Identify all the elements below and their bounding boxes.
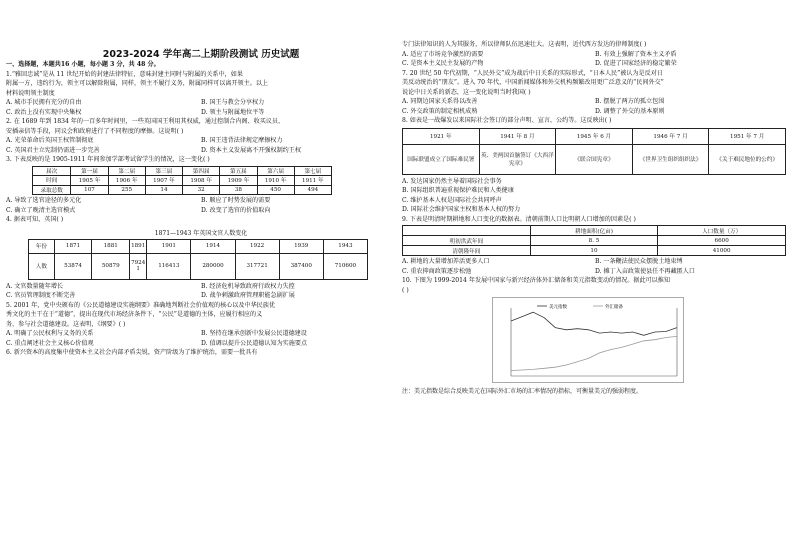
table-cell: 1881: [92, 239, 130, 253]
q5-stem-line: 秀文化的主干在于“道德”，提出在现代市场经济条件下，“公民”是道德的主体，应履行相应的义: [6, 311, 263, 318]
question-7: [402, 69, 788, 117]
q2-stem-line: 2. 在 1689 年到 1834 年的一百多年时间里，一些英国国王利用其权威，通过控制合内阁、收买议员、: [6, 118, 285, 125]
table-cell: 116413: [147, 253, 191, 279]
table-cell: 第二届: [108, 166, 145, 176]
q5-option-c: C. 重点阐述社会主义核心价值观: [6, 339, 94, 347]
table-cell: 《关于难民地位的公约》: [709, 144, 786, 174]
q7-option-d: D. 调整了外交的基本原则: [595, 107, 665, 115]
q8-option-c: C. 维护基本人权是国际社会共同呼声: [402, 196, 502, 204]
q6-stem-line: 6. 新兴资本的高度集中使资本主义社会内部矛盾尖锐，资产阶级为了维护统治，需要一批具有: [6, 349, 258, 356]
q4-stem-line: 4. 据表可知，英国( ): [6, 216, 64, 223]
q1-option-c: C. 政治上没有实现中央集权: [6, 108, 82, 116]
q7-option-b: B. 摆脱了两方的孤立包围: [595, 98, 665, 105]
table-cell: 1891: [130, 239, 147, 253]
q4-option-a: A. 文官数量随年增长: [6, 282, 64, 290]
q8-option-d: D. 国际社会维护国家主权和基本人权的努力: [402, 206, 521, 213]
table-cell: 107: [71, 185, 108, 195]
q1-option-d: D. 领主与附属地位平等: [201, 108, 265, 116]
table-cell: 10: [530, 246, 658, 256]
q1-stem-line: 1.“雅回忠诚”是从 11 世纪开始的封建法律特征，意味封建主同时与附属的关系中，如果: [6, 70, 243, 78]
question-4: [6, 215, 396, 301]
table-cell: 人数: [29, 253, 55, 279]
table-cell: 明初洪武年间: [403, 236, 531, 246]
table-cell: 《联合国宪章》: [556, 144, 633, 174]
q8-option-a: A. 发达国家仍然主导着国际社会事务: [402, 177, 502, 185]
left-column: [6, 0, 396, 560]
q2-option-d: D. 资本主义发展离不开强权制约王权: [201, 146, 301, 154]
table-cell: 50879: [92, 253, 130, 279]
table-cell: 人口数量（万）: [658, 226, 786, 236]
table-cell: 1871: [54, 239, 92, 253]
q7-stem-line: 说论中日关系的新态，这一变化说明当时我国( ): [402, 88, 531, 96]
question-6: [6, 348, 396, 358]
q9-table: [402, 225, 786, 256]
q3-option-b: B. 顺应了时势发展的需要: [201, 197, 271, 204]
q3-option-d: D. 改变了选官的价值取向: [201, 206, 271, 214]
table-cell: 38: [220, 185, 257, 195]
table-cell: 1908 年: [183, 176, 220, 186]
q3-option-a: A. 导致了选官途径的多元化: [6, 197, 82, 204]
table-cell: 年份: [29, 239, 55, 253]
q10-stem-line: ( ): [402, 286, 409, 294]
table-cell: 6600: [658, 236, 786, 246]
table-cell: 280000: [191, 253, 235, 279]
section-heading: 一、选择题，本题共16 小题，每小题 3 分，共 48 分。: [6, 61, 160, 68]
table-cell: 710600: [323, 253, 367, 279]
q4-option-d: D. 战争刺激政府管理职能急剧扩展: [201, 292, 295, 299]
table-cell: 1901: [147, 239, 191, 253]
table-cell: 第三届: [145, 166, 182, 176]
table-cell: 1941 年 8 月: [479, 128, 556, 144]
series-line-1: [511, 312, 677, 335]
q9-option-a: A. 耕地的大量增加养活更多人口: [402, 258, 490, 265]
question-10: [402, 276, 788, 396]
question-8: [402, 116, 788, 215]
question-6-continued: [402, 40, 788, 69]
table-cell: 1943: [323, 239, 367, 253]
question-9: [402, 215, 788, 277]
legend-label-dollar-index: 美元指数: [549, 305, 567, 310]
q7-option-a: A. 同期边国家关系得以改善: [402, 98, 478, 105]
question-1: [6, 70, 396, 118]
table-cell: 1909 年: [220, 176, 257, 186]
q6-option-a: A. 适应了市场竞争激烈的需要: [402, 50, 484, 58]
q5-option-b: B. 坚持在继承创新中发展公民道德建设: [201, 330, 307, 337]
q1-option-a: A. 城市手民拥有充分的自由: [6, 99, 82, 106]
exchange-chart: [492, 297, 684, 383]
q9-option-b: B. 一条鞭法使民众摆脱土地束缚: [595, 258, 683, 265]
q6-stem-line: 专门法律知识的人为其服务，所以律师队伍迅速壮大。这表明，近代西方发达的律师制度( ): [402, 41, 647, 48]
page-title: 2023-2024 学年高二上期阶段测试 历史试题: [102, 49, 300, 60]
q6-option-d: D. 促进了国家经济的稳定繁荣: [595, 60, 677, 67]
table-cell: 《世界卫生组织组织法》: [632, 144, 709, 174]
table-cell: 第五届: [220, 166, 257, 176]
q3-option-c: C. 确立了晚清主选官模式: [6, 206, 76, 214]
table-cell: 1946 年 7 月: [632, 128, 709, 144]
q7-stem-line: 7. 20 世纪 50 年代初期，“人民外交”成为战后中日关系的实际形式，“日本人民”被认为是反对日: [402, 69, 663, 77]
table-cell: 耕地面积(亿亩): [530, 226, 658, 236]
q9-option-d: D. 摊丁入亩政策使县任不再藏匿人口: [595, 267, 695, 275]
table-cell: 录取总数: [33, 185, 71, 195]
q8-option-b: B. 国际组织普遍重视保护难民和人类健康: [402, 187, 514, 194]
q9-option-c: C. 重农抑商政策逐步松弛: [402, 267, 472, 275]
table-cell: 1911 年: [294, 176, 331, 186]
table-cell: 1910 年: [257, 176, 294, 186]
q2-option-b: B. 国王违背法律规定摩擦权力: [201, 137, 283, 144]
q2-stem-line: 安插亲信等手段，同议会和政府进行了不同程度的摩擦。这说明( ): [6, 127, 184, 135]
q5-stem-line: 5. 2001 年，党中央颁布的《公民道德建设实施纲要》准确地判断社会价值观的核心以及中华民族优: [6, 301, 275, 309]
q4-option-c: C. 官员管理制度不断完善: [6, 292, 76, 299]
table-cell: 32: [183, 185, 220, 195]
table-cell: 1905 年: [71, 176, 108, 186]
table-cell: 1921 年: [403, 128, 480, 144]
q5-option-d: D. 值调以提升公民道德认知为实施要点: [201, 339, 308, 347]
table-cell: 第四届: [183, 166, 220, 176]
q3-stem-line: 3. 下表反映的是 1905-1911 年间参加学部考试留学生的情况，这一变化( ): [6, 156, 210, 163]
q1-stem-line: 附属一方，违约行为，领主可以解除附属，同样，领主不履行义务，附属同样可以离开领主。以上: [6, 80, 269, 87]
table-cell: 1939: [279, 239, 323, 253]
q6-option-c: C. 是资本主义民主发展的产物: [402, 60, 484, 67]
q1-stem-line: 材料说明领主制度: [6, 89, 55, 97]
table-cell: 届次: [33, 166, 71, 176]
q5-stem-line: 务，参与社会道德建设。这表明，《纲要》( ): [6, 320, 126, 328]
table-cell: 41000: [658, 246, 786, 256]
question-5: [6, 301, 396, 349]
legend-label-reserves: 外汇储备: [605, 305, 623, 310]
table-cell: 国际联盟成立了国际难民署: [403, 144, 480, 174]
q9-stem-line: 9. 下表是明清时期耕地和人口变化的数据表。清朝前期人口比明朝人口增加的因素是( ): [402, 215, 636, 223]
table-cell: 1907 年: [145, 176, 182, 186]
table-cell: 时间: [33, 176, 71, 186]
q1-option-b: B. 国王与教会分享权力: [201, 99, 265, 106]
q4-option-b: B. 经济危机导致政府行政权力失控: [201, 282, 295, 290]
table-cell: 387400: [279, 253, 323, 279]
table-cell: 1906 年: [108, 176, 145, 186]
q2-option-c: C. 英国君主立宪制仍需进一步完善: [6, 146, 100, 154]
question-2: [6, 117, 396, 155]
right-column: [402, 0, 788, 560]
table-cell: 8. 5: [530, 236, 658, 246]
q10-stem-line: 10. 下图为 1999-2014 年发展中国家与新兴经济体外汇储备和美元指数变动的情况。据此可以推知: [402, 277, 670, 284]
table-cell: 1945 年 6 月: [556, 128, 633, 144]
table-cell: 450: [257, 185, 294, 195]
table-cell: 317721: [235, 253, 279, 279]
question-3: [6, 155, 396, 215]
q7-stem-line: 美反动统治的“朋友”。进入 70 年代，中国新闻媒体和外交机构频繁改用更广泛意义的“民间外交”: [402, 79, 664, 86]
table-cell: 第六届: [257, 166, 294, 176]
table-cell: 14: [145, 185, 182, 195]
table-cell: 第一届: [71, 166, 108, 176]
q4-table-title: 1871—1943 年英国文官人数变化: [154, 229, 248, 237]
line-chart: [493, 298, 683, 382]
q6-option-b: B. 有效上强解了资本主义矛盾: [595, 50, 677, 58]
q8-stem-line: 8. 如表是一战爆发以来国际社会签订的部分声明、宣言、公约等。这反映出( ): [402, 117, 612, 124]
table-cell: 1914: [191, 239, 235, 253]
table-cell: 第七届: [294, 166, 331, 176]
q4-table: [28, 239, 368, 280]
q10-note: 注：美元指数是综合反映美元在国际外汇市场的汇率情况的指标，可衡量美元的强弱程度。: [402, 388, 643, 395]
table-cell: 1922: [235, 239, 279, 253]
table-cell: 清朝隆年间: [403, 246, 531, 256]
table-cell: 255: [108, 185, 145, 195]
table-cell: 1951 年 7 月: [709, 128, 786, 144]
table-cell: 英、美两国首脑签订《大西洋宪章》: [479, 144, 556, 174]
q5-option-a: A. 明确了公民权利与义务的关系: [6, 330, 94, 337]
q7-option-c: C. 外交政策的制定相机成熟: [402, 107, 478, 115]
q8-table: [402, 128, 786, 175]
table-cell: 7924 1: [130, 253, 147, 279]
series-layer: [511, 312, 677, 370]
table-cell: 494: [294, 185, 331, 195]
table-cell: [403, 226, 531, 236]
q3-table: [32, 166, 332, 196]
table-cell: 53874: [54, 253, 92, 279]
q2-option-a: A. 光荣革命后英国王权管制彻底: [6, 137, 94, 144]
series-line-2: [511, 336, 677, 370]
